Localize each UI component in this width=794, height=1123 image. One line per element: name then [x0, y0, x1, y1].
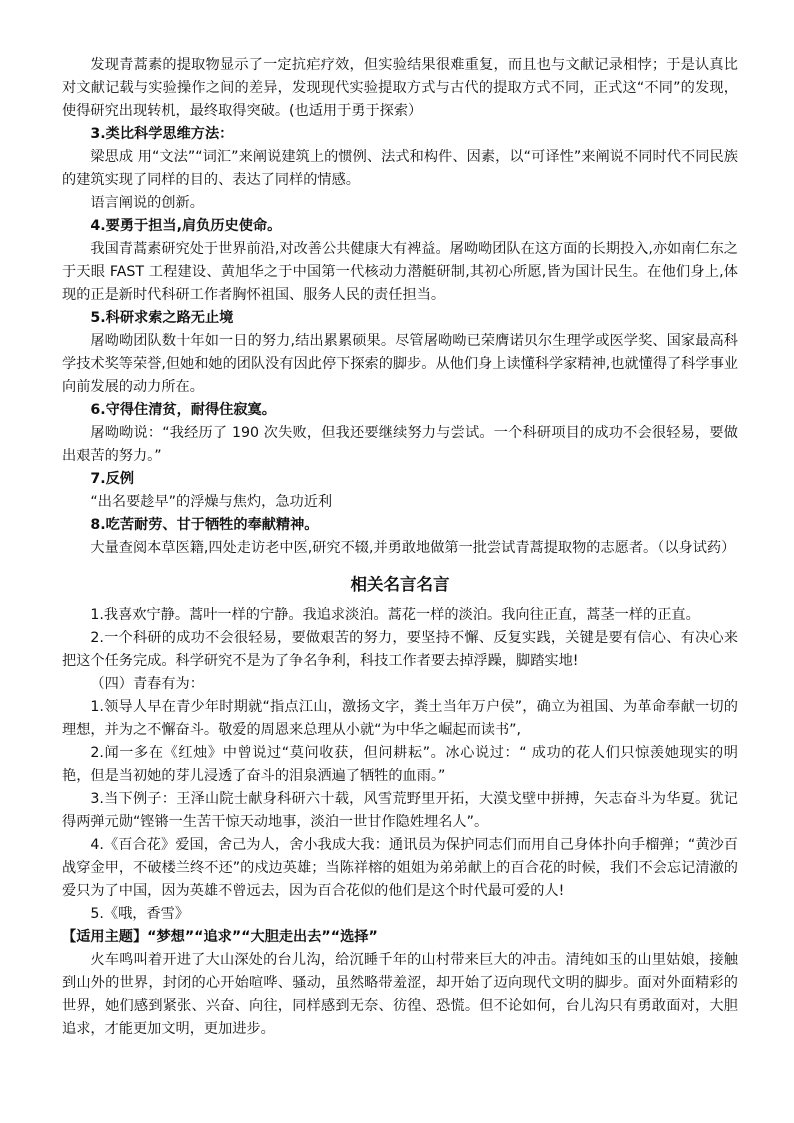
paragraph-dedication: 大量查阅本草医籍,四处走访老中医,研究不辍,并勇敢地做第一批尝试青蒿提取物的志愿者。（以身试药） [90, 540, 736, 556]
subheading-youth: （四）青春有为： [90, 676, 204, 692]
document-page [62, 54, 738, 1041]
youth-item: 1.领导人早在青少年时期就“指点江山，激扬文字，粪土当年万户侯”，确立为祖国、为革命奉献一切的理想，并为之不懈奋斗。敬爱的周恩来总理从小就“为中华之崛起而读书”, [62, 699, 738, 738]
paragraph-liang-sicheng: 梁思成 用“文法”“词汇”来阐说建筑上的惯例、法式和构件、因素，以“可译性”来阐说不同时代不同民族的建筑实现了同样的目的、表达了同样的情感。 [62, 149, 738, 188]
paragraph-counter-example: “出名要趁早”的浮燥与焦灼，急功近利 [90, 494, 333, 510]
paragraph-responsibility: 我国青蒿素研究处于世界前沿,对改善公共健康大有裨益。屠呦呦团队在这方面的长期投入,亦如南仁东之于天眼 FAST 工程建设、黄旭华之于中国第一代核动力潜艇研制,其初心所愿,皆为国计民生。在他们身上,体现的正是新时代科研工作者胸怀祖国、服务人民的责任担当。 [62, 241, 738, 303]
youth-item: 5.《哦，香雪》 [90, 906, 190, 922]
heading-endless-research: 5.科研求索之路无止境 [90, 310, 234, 326]
youth-item: 3.当下例子：王泽山院士献身科研六十载，风雪荒野里开拓，大漠戈壁中拼搏，矢志奋斗为华夏。犹记得两弹元勋“铿锵一生苦干惊天动地事，淡泊一世甘作隐姓埋名人”。 [62, 791, 738, 830]
paragraph-endless-research: 屠呦呦团队数十年如一日的努力,结出累累硕果。尽管屠呦呦已荣膺诺贝尔生理学或医学奖、国家最高科学技术奖等荣誉,但她和她的团队没有因此停下探索的脚步。从他们身上读懂科学家精神,也就懂得了科学事业向前发展的动力所在。 [62, 333, 738, 395]
heading-counter-example: 7.反例 [90, 471, 135, 487]
heading-poverty-solitude: 6.守得住清贫，耐得住寂寞。 [90, 402, 276, 418]
heading-responsibility: 4.要勇于担当,肩负历史使命。 [90, 218, 282, 234]
paragraph-artemisinin-discovery: 发现青蒿素的提取物显示了一定抗疟疗效，但实验结果很难重复，而且也与文献记录相悖；于是认真比对文献记载与实验操作之间的差异，发现现代实验提取方式与古代的提取方式不同，正式这“不同”的发现，使得研究出现转机，最终取得突破。(也适用于勇于探索） [62, 57, 738, 119]
paragraph-190-failures: 屠呦呦说：“我经历了 190 次失败，但我还要继续努力与尝试。一个科研项目的成功不会很轻易，要做出艰苦的努力。” [62, 425, 738, 464]
youth-item: 4.《百合花》爱国，舍己为人，舍小我成大我：通讯员为保护同志们而用自己身体扑向手榴弹；“黄沙百战穿金甲，不破楼兰终不还”的戍边英雄；当陈祥榕的姐姐为弟弟献上的百合花的时候，我们不会忘记清澈的爱只为了中国，因为英雄不曾远去，因为百合花似的他们是这个时代最可爱的人! [62, 837, 738, 899]
youth-item: 2.闻一多在《红烛》中曾说过“莫问收获，但问耕耘”。冰心说过：“ 成功的花人们只惊羡她现实的明艳，但是当初她的芽儿浸透了奋斗的泪泉洒遍了牺牲的血雨。” [62, 745, 738, 784]
paragraph-xiangxue: 火车鸣叫着开进了大山深处的台儿沟，给沉睡千年的山村带来巨大的冲击。清纯如玉的山里姑娘，接触到山外的世界，封闭的心开始喧哗、骚动，虽然略带羞涩，却开始了迈向现代文明的脚步。面对外面精彩的世界，她们感到紧张、兴奋、向往，同样感到无奈、彷徨、恐慌。但不论如何，台儿沟只有勇敢面对，大胆追求，才能更加文明，更加进步。 [62, 952, 738, 1037]
quote-item: 1.我喜欢宁静。蒿叶一样的宁静。我追求淡泊。蒿花一样的淡泊。我向往正直，蒿茎一样的正直。 [90, 607, 700, 623]
paragraph-language-innovation: 语言阐说的创新。 [90, 195, 204, 211]
heading-dedication: 8.吃苦耐劳、甘于牺牲的奉献精神。 [90, 517, 319, 533]
quote-item: 2.一个科研的成功不会很轻易，要做艰苦的努力，要坚持不懈、反复实践，关键是要有信心、有决心来把这个任务完成。科学研究不是为了争名争利，科技工作者要去掉浮躁，脚踏实地! [62, 630, 738, 669]
heading-analogy-thinking: 3.类比科学思维方法： [90, 126, 234, 142]
applicable-themes: 【适用主题】“梦想”“追求”“大胆走出去”“选择” [62, 929, 378, 945]
section-title-quotes: 相关名言名言 [350, 575, 450, 594]
